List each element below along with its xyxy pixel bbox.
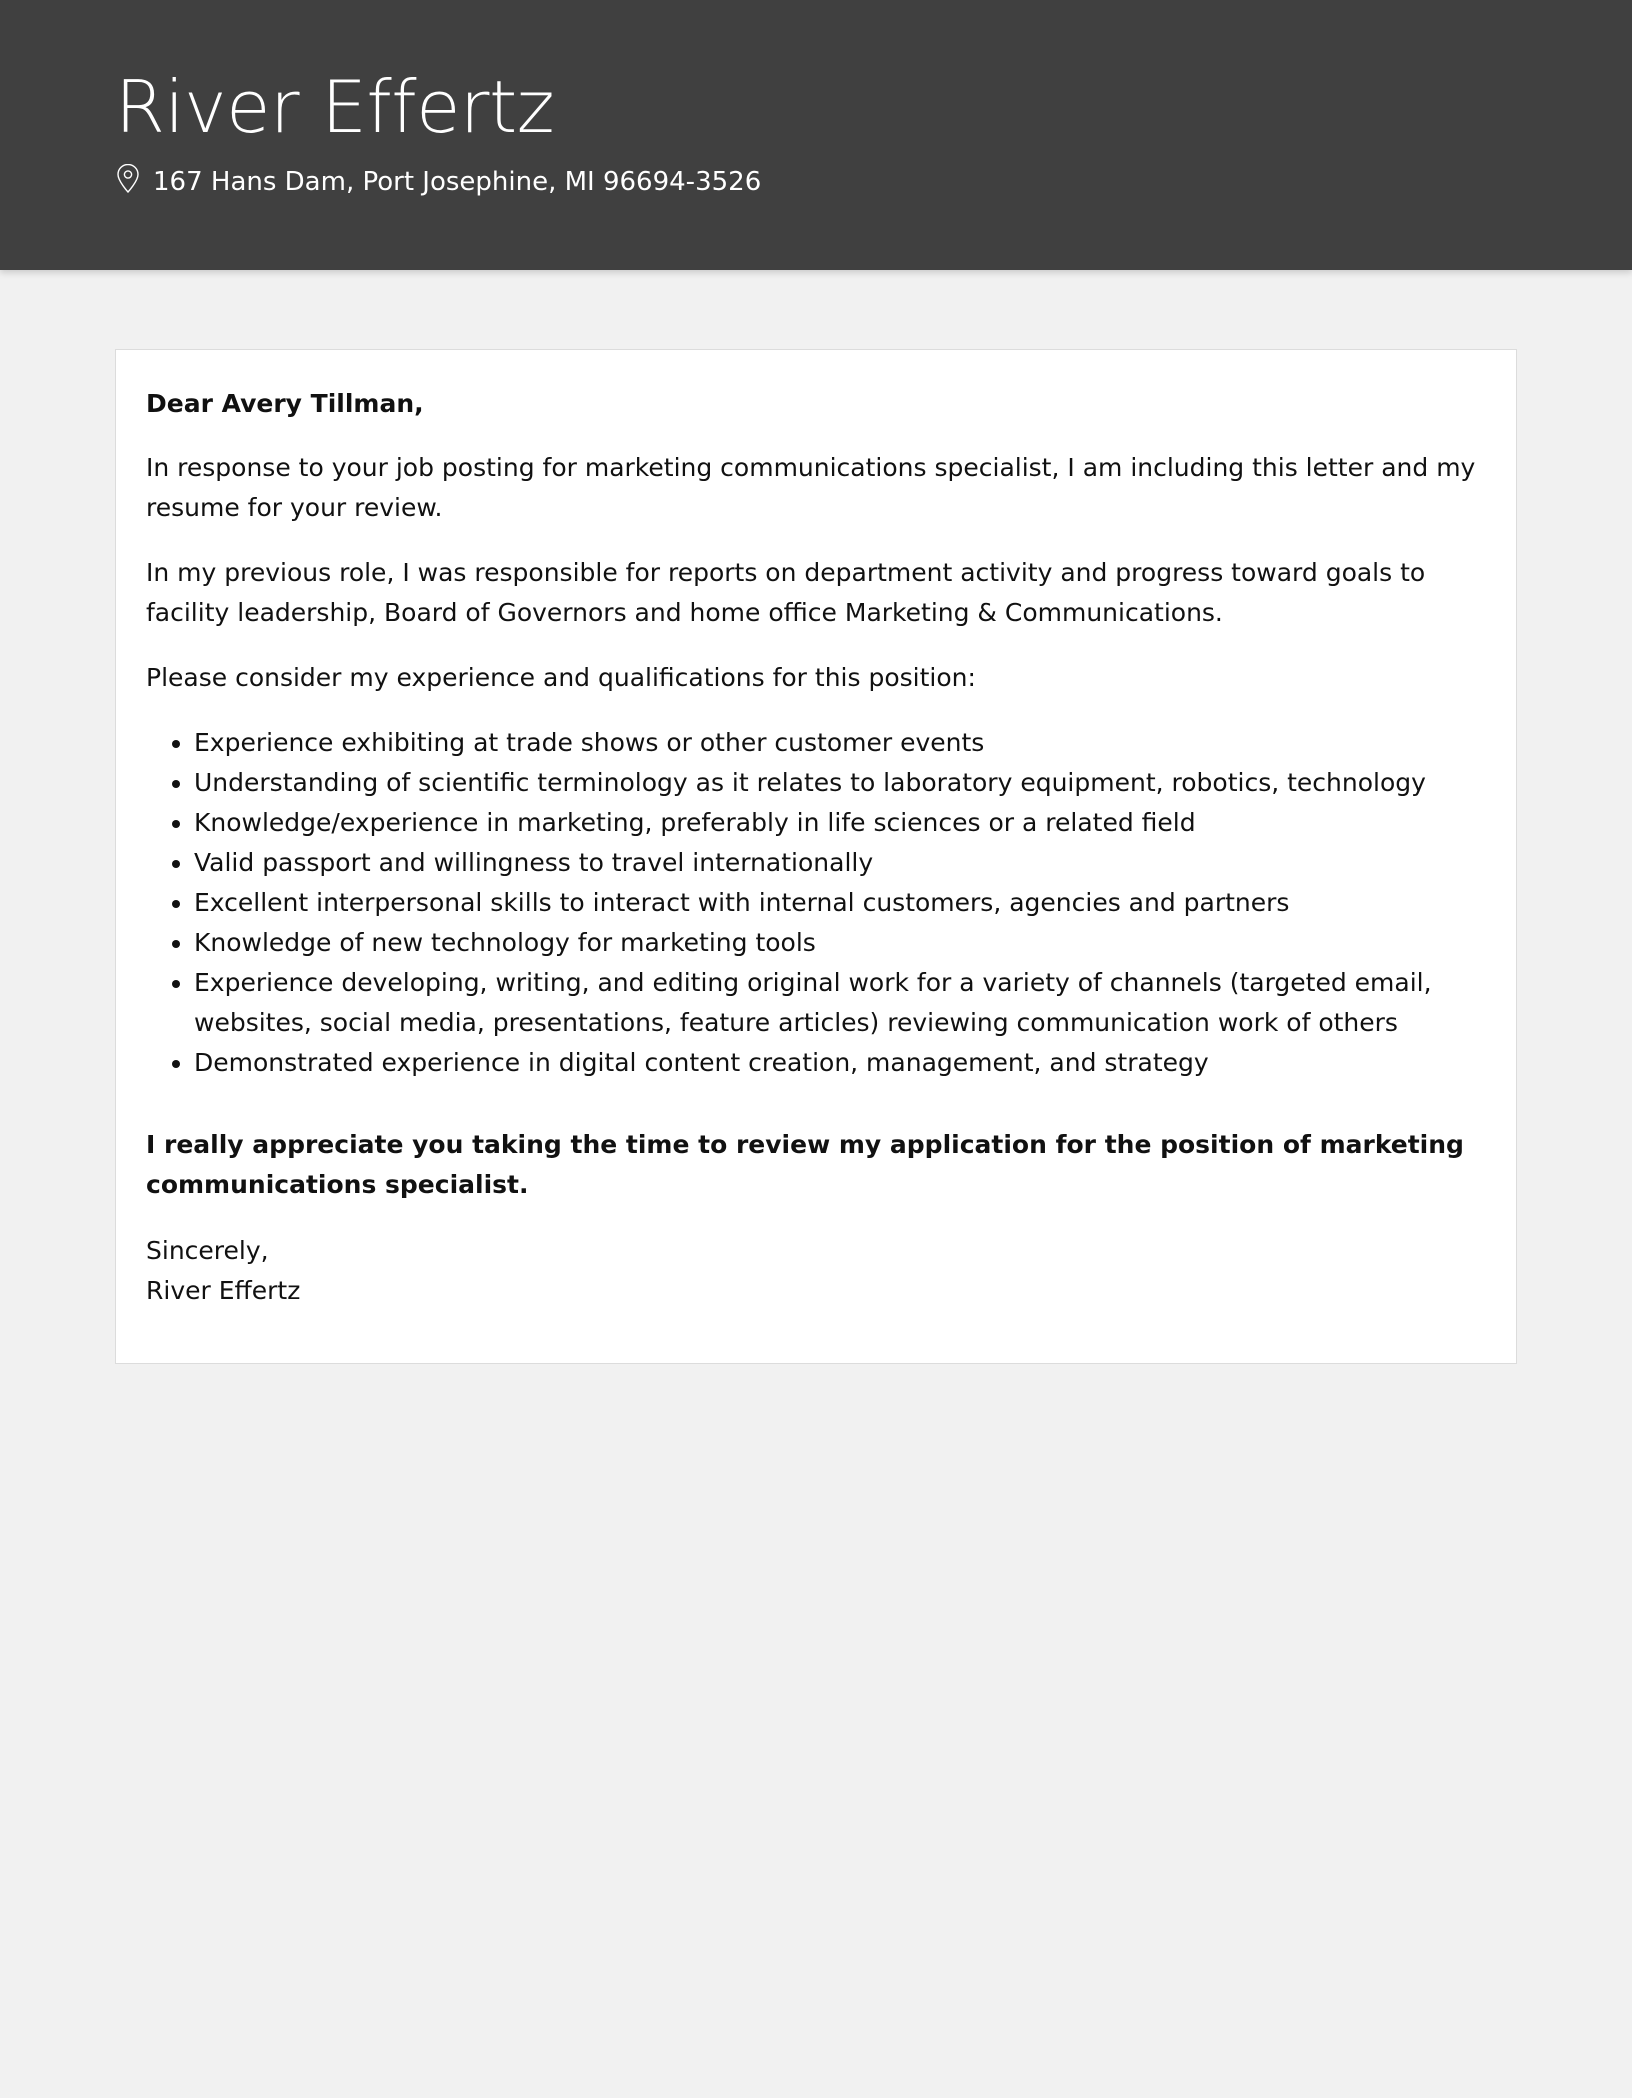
list-item: • Understanding of scientific terminology as it relates to laboratory equipment, robotics, technology (194, 763, 1486, 803)
closing-paragraph: I really appreciate you taking the time to review my application for the position of marketing communications specialist. (146, 1130, 1464, 1199)
signoff: Sincerely, (146, 1236, 269, 1265)
list-item: • Experience developing, writing, and editing original work for a variety of channels (targeted email, websites, social media, presentations, feature articles) reviewing communication work of others (194, 963, 1486, 1043)
header (0, 0, 1632, 270)
signoff-block (146, 1231, 1486, 1311)
list-item: • Excellent interpersonal skills to interact with internal customers, agencies and partners (194, 883, 1486, 923)
list-item: • Demonstrated experience in digital content creation, management, and strategy (194, 1043, 1486, 1083)
list-item: • Experience exhibiting at trade shows or other customer events (194, 723, 1486, 763)
paragraph-previous-role: In my previous role, I was responsible for reports on department activity and progress toward goals to facility leadership, Board of Governors and home office Marketing & Communications. (146, 558, 1426, 627)
list-item: • Valid passport and willingness to travel internationally (194, 843, 1486, 883)
paragraph-qualifications-intro: Please consider my experience and qualifications for this position: (146, 663, 976, 692)
location-pin-icon (115, 164, 153, 201)
address-row (115, 164, 1632, 201)
salutation: Dear Avery Tillman, (146, 389, 424, 418)
address-text: 167 Hans Dam, Port Josephine, MI 96694-3526 (153, 167, 762, 198)
list-item: • Knowledge of new technology for marketing tools (194, 923, 1486, 963)
paragraph-intro: In response to your job posting for marketing communications specialist, I am including this letter and my resume for your review. (146, 453, 1476, 522)
cover-letter (115, 349, 1517, 1364)
signature: River Effertz (146, 1276, 301, 1305)
qualifications-list (146, 723, 1486, 1083)
list-item: • Knowledge/experience in marketing, preferably in life sciences or a related field (194, 803, 1486, 843)
applicant-name: River Effertz (115, 65, 555, 149)
